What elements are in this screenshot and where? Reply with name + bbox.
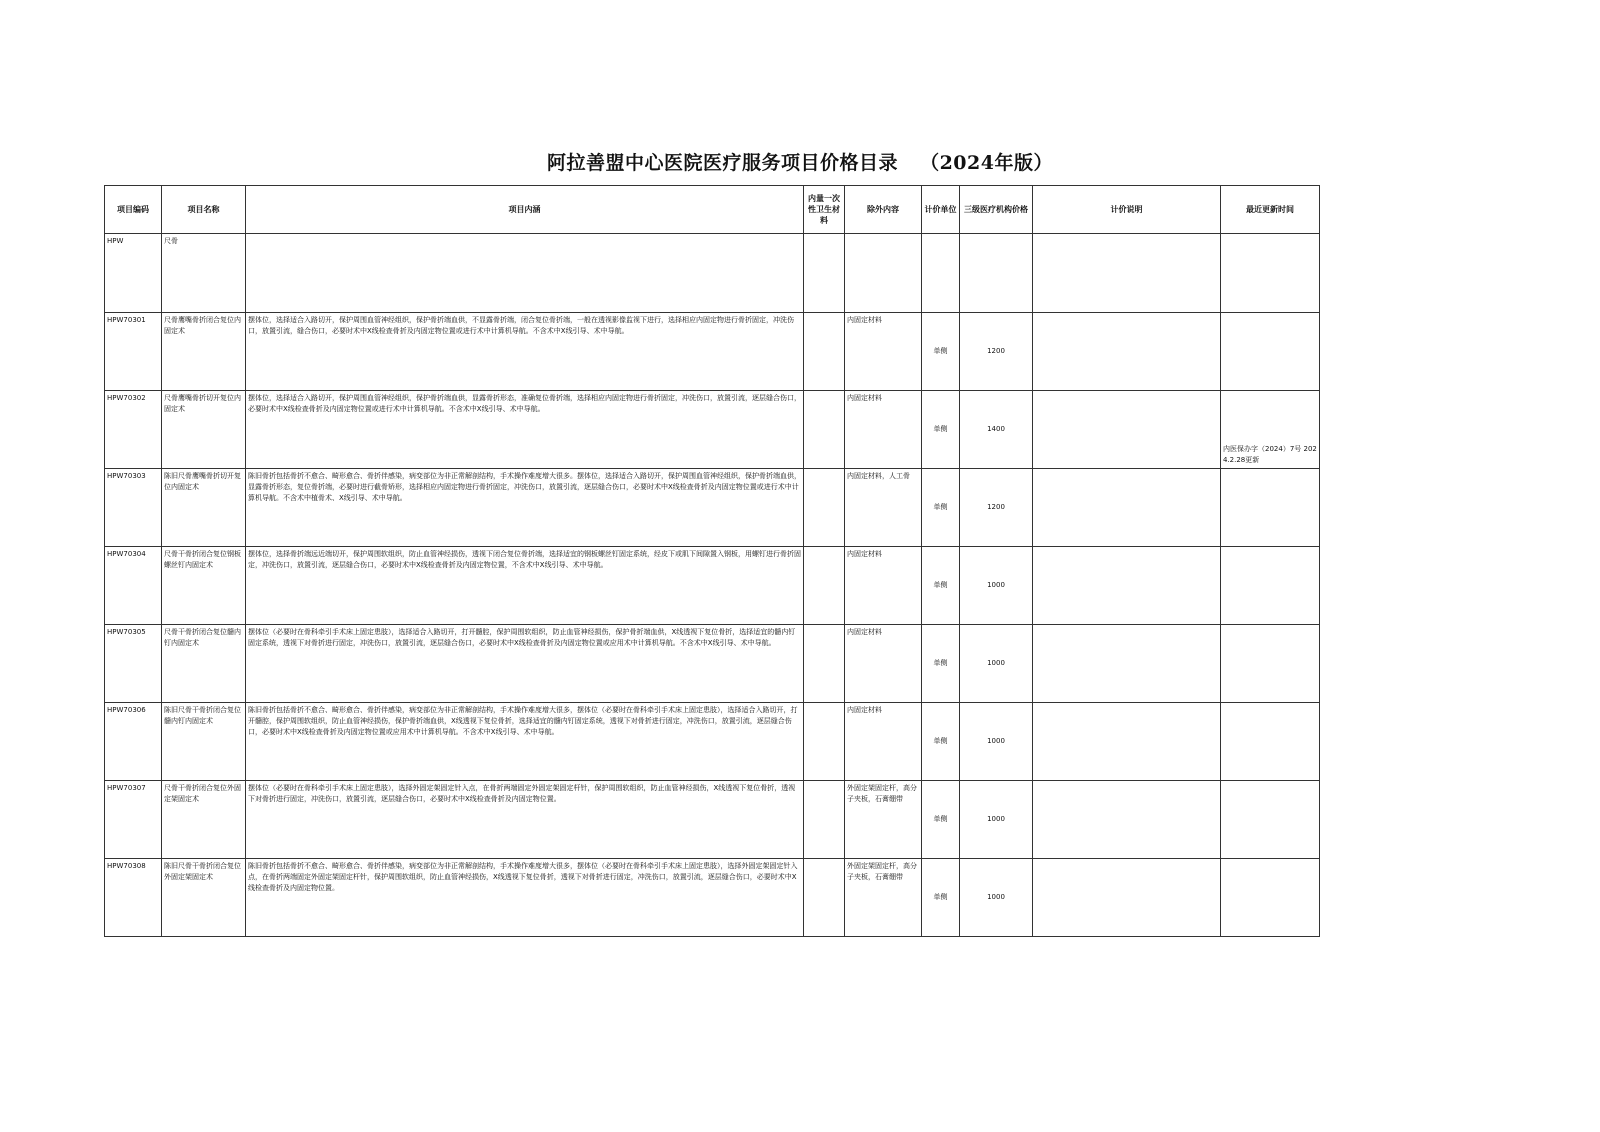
table-row [105, 313, 1320, 391]
cell-name: 陈旧尺骨干骨折闭合复位外固定架固定术 [162, 859, 246, 937]
cell-note [1033, 313, 1221, 391]
cell-content: 摆体位，选择适合入路切开，保护周围血管神经组织，保护骨折端血供，不显露骨折端，闭合复位骨折端，一般在透视影像监视下进行，选择相应内固定物进行骨折固定，冲洗伤口，放置引流，缝合伤口，必要时术中X线检查骨折及内固定物位置或进行术中计算机导航。不含术中X线引导、术中导航。 [246, 313, 804, 391]
cell-unit: 单侧 [922, 625, 960, 703]
cell-unit: 单侧 [922, 781, 960, 859]
cell-exclusions: 内固定材料 [845, 313, 922, 391]
cell-name: 尺骨干骨折闭合复位外固定架固定术 [162, 781, 246, 859]
cell-name: 尺骨鹰嘴骨折闭合复位内固定术 [162, 313, 246, 391]
cell-name: 尺骨 [162, 234, 246, 313]
cell-name: 尺骨干骨折闭合复位髓内钉内固定术 [162, 625, 246, 703]
header-exclusions: 除外内容 [845, 186, 922, 234]
cell-code: HPW70302 [105, 391, 162, 469]
table-row [105, 625, 1320, 703]
cell-note [1033, 781, 1221, 859]
cell-name: 陈旧尺骨干骨折闭合复位髓内钉内固定术 [162, 703, 246, 781]
cell-price: 1000 [960, 625, 1033, 703]
header-row [105, 186, 1320, 234]
header-price: 三级医疗机构价格 [960, 186, 1033, 234]
cell-exclusions: 内固定材料，人工骨 [845, 469, 922, 547]
table-body [105, 234, 1320, 937]
header-note: 计价说明 [1033, 186, 1221, 234]
cell-code: HPW70306 [105, 703, 162, 781]
cell-unit: 单侧 [922, 469, 960, 547]
cell-code: HPW [105, 234, 162, 313]
cell-price [960, 234, 1033, 313]
cell-exclusions: 内固定材料 [845, 703, 922, 781]
cell-content: 摆体位（必要时在骨科牵引手术床上固定患肢），选择适合入路切开，打开髓腔，保护周围软组织，防止血管神经损伤，保护骨折端血供，X线透视下复位骨折，选择适宜的髓内钉固定系统，透视下对骨折进行固定，冲洗伤口，放置引流，逐层缝合伤口，必要时术中X线检查骨折及内固定物位置或应用术中计算机导航。不含术中X线引导、术中导航。 [246, 625, 804, 703]
cell-note [1033, 703, 1221, 781]
cell-note [1033, 391, 1221, 469]
cell-code: HPW70301 [105, 313, 162, 391]
cell-note [1033, 625, 1221, 703]
table-row [105, 781, 1320, 859]
cell-consumables [804, 313, 845, 391]
cell-updated [1221, 703, 1320, 781]
cell-updated [1221, 469, 1320, 547]
cell-consumables [804, 391, 845, 469]
header-consumables: 内量一次性卫生材料 [804, 186, 845, 234]
cell-code: HPW70307 [105, 781, 162, 859]
cell-consumables [804, 547, 845, 625]
cell-content: 陈旧骨折包括骨折不愈合、畸形愈合、骨折伴感染，病变部位为非正常解剖结构，手术操作难度增大很多。摆体位，选择适合入路切开，保护周围血管神经组织，保护骨折端血供，显露骨折形态，复位骨折端，必要时进行截骨矫形，选择相应内固定物进行骨折固定，冲洗伤口，放置引流，逐层缝合伤口，必要时术中X线检查骨折及内固定物位置或进行术中计算机导航。不含术中植骨术、X线引导、术中导航。 [246, 469, 804, 547]
table-row [105, 234, 1320, 313]
cell-consumables [804, 625, 845, 703]
cell-unit: 单侧 [922, 313, 960, 391]
cell-exclusions [845, 234, 922, 313]
cell-updated [1221, 547, 1320, 625]
cell-price: 1000 [960, 859, 1033, 937]
cell-consumables [804, 781, 845, 859]
cell-note [1033, 547, 1221, 625]
cell-name: 尺骨干骨折闭合复位钢板螺丝钉内固定术 [162, 547, 246, 625]
cell-content [246, 234, 804, 313]
cell-code: HPW70305 [105, 625, 162, 703]
cell-unit: 单侧 [922, 547, 960, 625]
cell-code: HPW70303 [105, 469, 162, 547]
cell-exclusions: 外固定架固定杆，高分子夹板，石膏绷带 [845, 781, 922, 859]
table-row [105, 547, 1320, 625]
cell-consumables [804, 703, 845, 781]
cell-price: 1000 [960, 781, 1033, 859]
cell-code: HPW70308 [105, 859, 162, 937]
title-version: （2024年版） [920, 152, 1053, 174]
cell-price: 1200 [960, 313, 1033, 391]
title-text: 阿拉善盟中心医院医疗服务项目价格目录 [547, 152, 899, 174]
cell-unit: 单侧 [922, 859, 960, 937]
cell-note [1033, 234, 1221, 313]
cell-exclusions: 内固定材料 [845, 547, 922, 625]
cell-content: 摆体位，选择适合入路切开，保护周围血管神经组织，保护骨折端血供，显露骨折形态，准确复位骨折端，选择相应内固定物进行骨折固定，冲洗伤口，放置引流，逐层缝合伤口，必要时术中X线检查骨折及内固定物位置或进行术中计算机导航。不含术中X线引导、术中导航。 [246, 391, 804, 469]
table-row [105, 469, 1320, 547]
cell-content: 陈旧骨折包括骨折不愈合、畸形愈合、骨折伴感染，病变部位为非正常解剖结构，手术操作难度增大很多，摆体位（必要时在骨科牵引手术床上固定患肢），选择适合入路切开，打开髓腔，保护周围软组织，防止血管神经损伤，保护骨折端血供，X线透视下复位骨折，选择适宜的髓内钉固定系统，透视下对骨折进行固定，冲洗伤口，放置引流，逐层缝合伤口，必要时术中X线检查骨折及内固定物位置或应用术中计算机导航。不含术中X线引导、术中导航。 [246, 703, 804, 781]
header-unit: 计价单位 [922, 186, 960, 234]
cell-exclusions: 内固定材料 [845, 391, 922, 469]
cell-unit: 单侧 [922, 703, 960, 781]
cell-updated [1221, 313, 1320, 391]
cell-price: 1000 [960, 547, 1033, 625]
cell-name: 陈旧尺骨鹰嘴骨折切开复位内固定术 [162, 469, 246, 547]
cell-exclusions: 内固定材料 [845, 625, 922, 703]
price-table [104, 185, 1320, 937]
table-row [105, 703, 1320, 781]
header-name: 项目名称 [162, 186, 246, 234]
table-row [105, 859, 1320, 937]
cell-updated: 内医保办字（2024）7号 2024.2.28更新 [1221, 391, 1320, 469]
cell-note [1033, 469, 1221, 547]
cell-price: 1400 [960, 391, 1033, 469]
cell-exclusions: 外固定架固定杆，高分子夹板，石膏绷带 [845, 859, 922, 937]
cell-unit: 单侧 [922, 391, 960, 469]
cell-content: 摆体位（必要时在骨科牵引手术床上固定患肢），选择外固定架固定针入点，在骨折两端固定外固定架固定杆针，保护周围软组织，防止血管神经损伤，X线透视下复位骨折，透视下对骨折进行固定，冲洗伤口，放置引流，逐层缝合伤口，必要时术中X线检查骨折及内固定物位置。 [246, 781, 804, 859]
cell-content: 摆体位，选择骨折端远近端切开，保护周围软组织，防止血管神经损伤，透视下闭合复位骨折端，选择适宜的钢板螺丝钉固定系统，经皮下或肌下间隙置入钢板，用螺钉进行骨折固定，冲洗伤口，放置引流，逐层缝合伤口，必要时术中X线检查骨折及内固定物位置，不含术中X线引导、术中导航。 [246, 547, 804, 625]
table-row [105, 391, 1320, 469]
cell-updated [1221, 859, 1320, 937]
cell-note [1033, 859, 1221, 937]
cell-code: HPW70304 [105, 547, 162, 625]
cell-consumables [804, 234, 845, 313]
cell-updated [1221, 625, 1320, 703]
cell-name: 尺骨鹰嘴骨折切开复位内固定术 [162, 391, 246, 469]
cell-consumables [804, 469, 845, 547]
cell-consumables [804, 859, 845, 937]
cell-price: 1000 [960, 703, 1033, 781]
cell-updated [1221, 234, 1320, 313]
header-updated: 最近更新时间 [1221, 186, 1320, 234]
cell-updated [1221, 781, 1320, 859]
cell-unit [922, 234, 960, 313]
cell-content: 陈旧骨折包括骨折不愈合、畸形愈合、骨折伴感染，病变部位为非正常解剖结构，手术操作难度增大很多，摆体位（必要时在骨科牵引手术床上固定患肢），选择外固定架固定针入点，在骨折两端固定外固定架固定杆针，保护周围软组织，防止血管神经损伤，X线透视下复位骨折，透视下对骨折进行固定，冲洗伤口，放置引流，逐层缝合伤口，必要时术中X线检查骨折及内固定物位置。 [246, 859, 804, 937]
page-title [0, 148, 1600, 175]
header-content: 项目内涵 [246, 186, 804, 234]
header-code: 项目编码 [105, 186, 162, 234]
cell-price: 1200 [960, 469, 1033, 547]
